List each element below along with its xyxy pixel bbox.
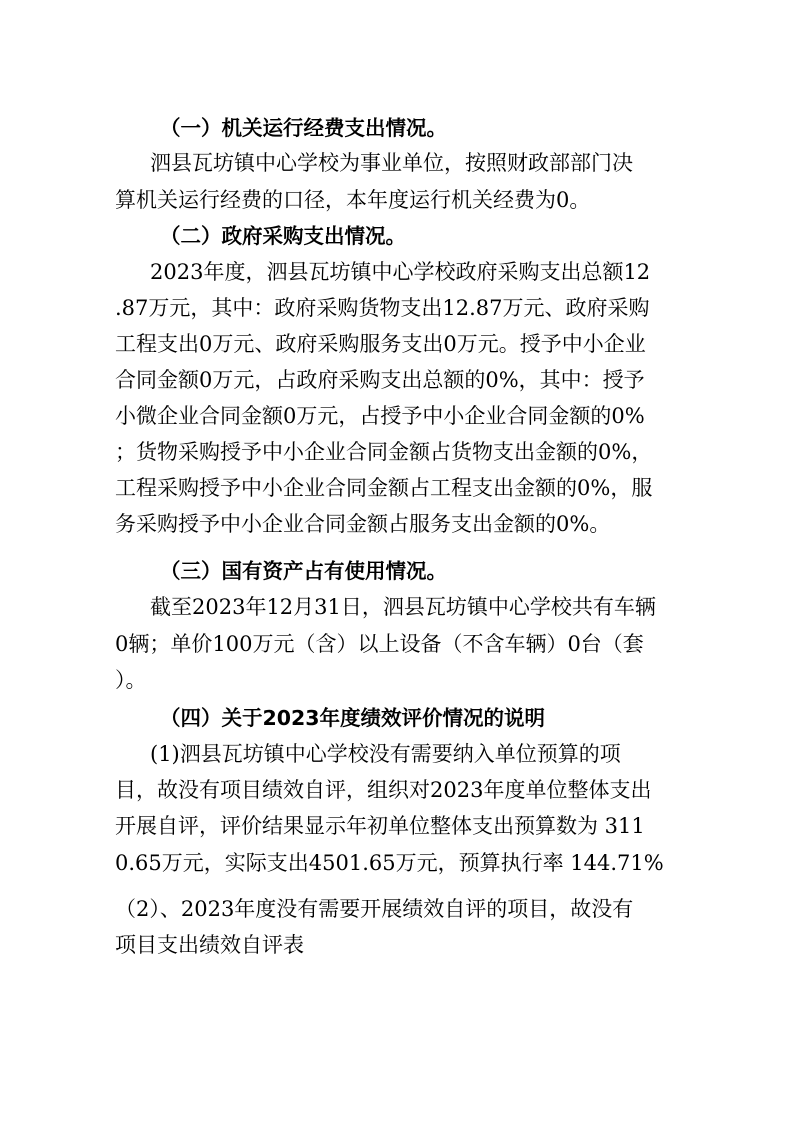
paragraph-line: .87万元，其中：政府采购货物支出12.87万元、政府采购: [115, 296, 650, 320]
paragraph-line: 0辆；单价100万元（含）以上设备（不含车辆）0台（套: [115, 632, 644, 656]
section-heading-3: （三）国有资产占有使用情况。: [160, 559, 447, 583]
paragraph-line: 泗县瓦坊镇中心学校为事业单位，按照财政部部门决: [150, 151, 633, 175]
paragraph-line: 0.65万元，实际支出4501.65万元，预算执行率 144.71%: [115, 851, 664, 875]
paragraph-line: (1)泗县瓦坊镇中心学校没有需要纳入单位预算的项: [150, 742, 621, 766]
paragraph-line: ；货物采购授予中小企业合同金额占货物支出金额的0%，: [115, 440, 653, 464]
paragraph-line: 工程支出0万元、政府采购服务支出0万元。授予中小企业: [115, 332, 646, 356]
paragraph-line: （2）、2023年度没有需要开展绩效自评的项目，故没有: [115, 897, 634, 921]
paragraph-line: 算机关运行经费的口径，本年度运行机关经费为0。: [115, 188, 591, 212]
paragraph-line: 开展自评，评价结果显示年初单位整体支出预算数为 311: [115, 814, 645, 838]
paragraph-line: 截至2023年12月31日，泗县瓦坊镇中心学校共有车辆: [150, 595, 656, 619]
section-heading-2: （二）政府采购支出情况。: [160, 224, 406, 248]
paragraph-line: 工程采购授予中小企业合同金额占工程支出金额的0%，服: [115, 476, 653, 500]
paragraph-line: 2023年度，泗县瓦坊镇中心学校政府采购支出总额12: [150, 260, 651, 284]
paragraph-line: 目，故没有项目绩效自评，组织对2023年度单位整体支出: [115, 778, 652, 802]
paragraph-line: 务采购授予中小企业合同金额占服务支出金额的0%。: [115, 512, 611, 536]
paragraph-line: 小微企业合同金额0万元，占授予中小企业合同金额的0%: [115, 404, 645, 428]
paragraph-line: 合同金额0万元，占政府采购支出总额的0%，其中：授予: [115, 368, 645, 392]
paragraph-line: ）。: [115, 668, 147, 692]
section-heading-4: （四）关于2023年度绩效评价情况的说明: [160, 706, 546, 730]
paragraph-line: 项目支出绩效自评表: [115, 933, 304, 957]
section-heading-1: （一）机关运行经费支出情况。: [160, 116, 447, 140]
